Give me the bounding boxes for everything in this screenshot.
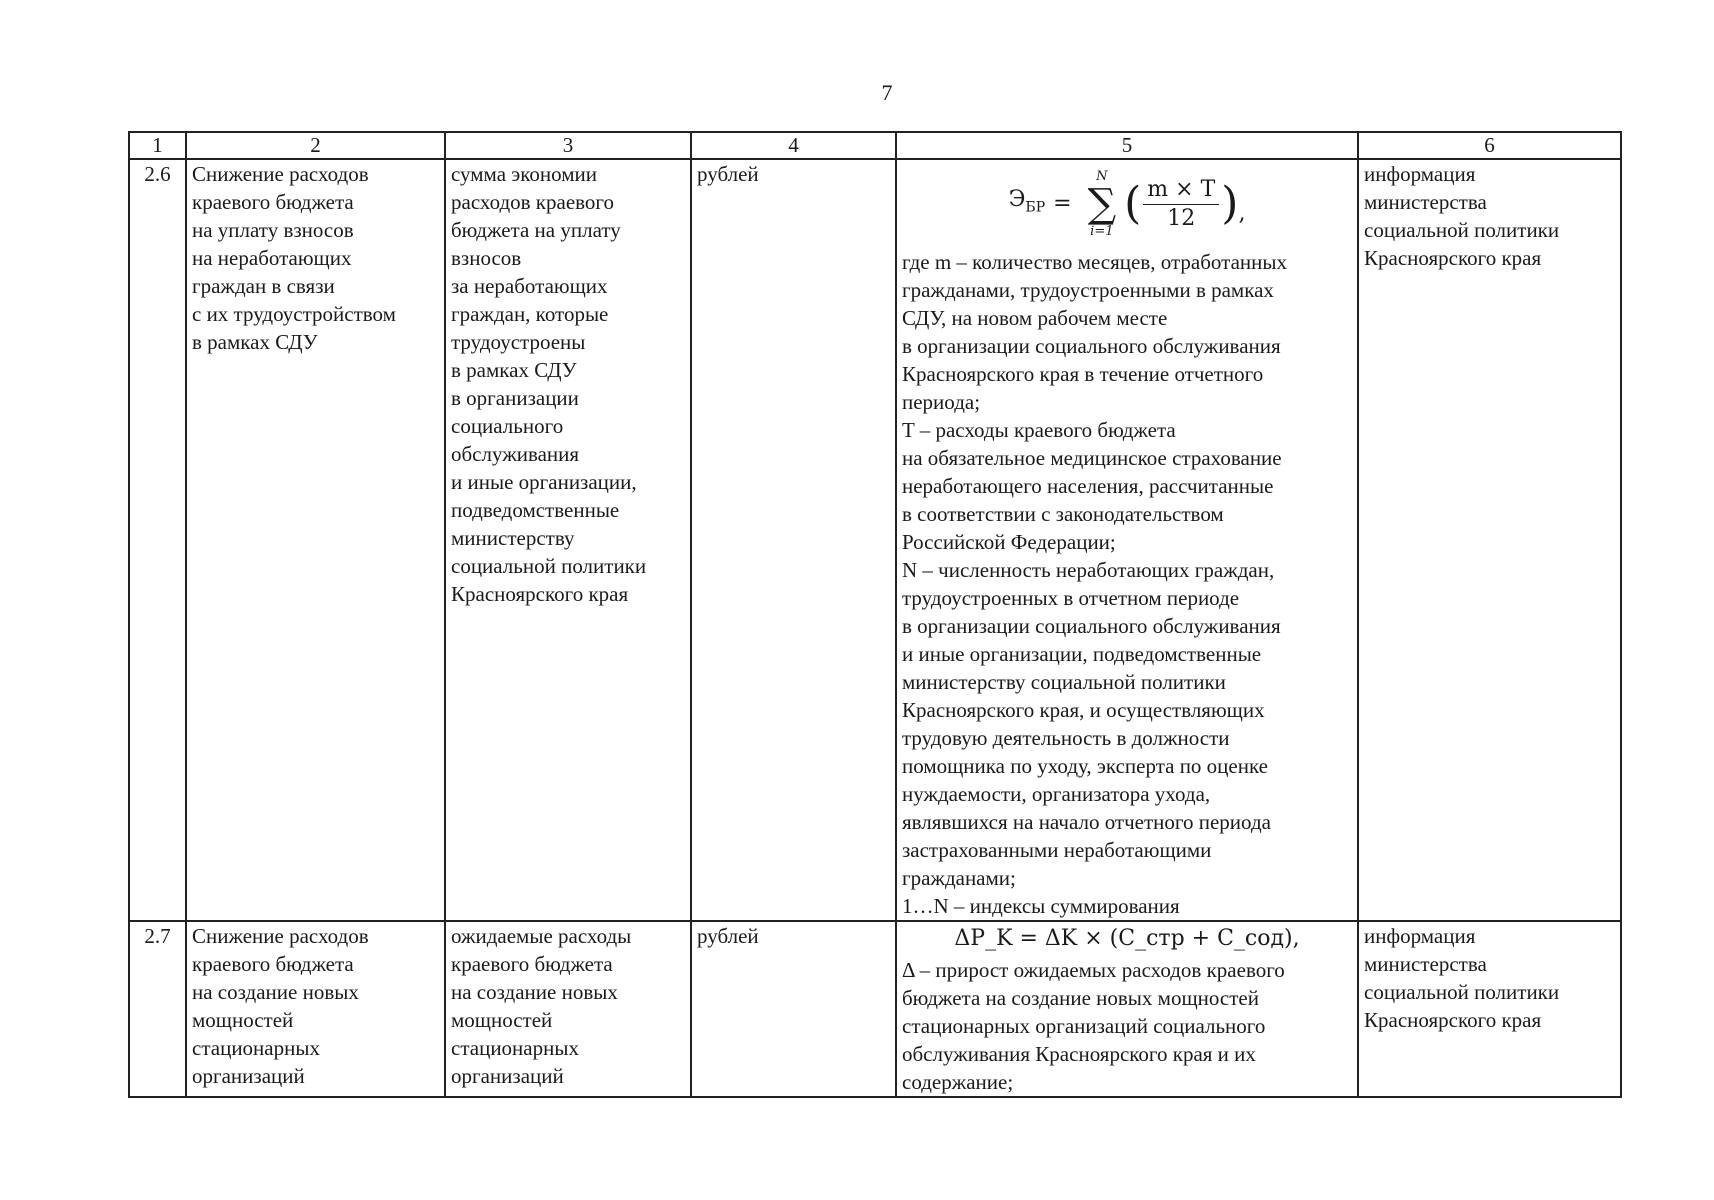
formula-equals: = [1053,191,1072,216]
row-number: 2.6 [129,159,186,921]
table-header-row [129,132,1621,159]
sum-symbol: N ∑ i=1 [1087,169,1117,239]
fraction [1143,176,1219,233]
indicators-table [128,131,1622,1098]
formula-lhs: $Э_{БР}$ [1008,187,1046,216]
column-header: 6 [1358,132,1621,159]
sum-lower-limit: i=1 [1090,224,1114,239]
column-header: 1 [129,132,186,159]
page-number: 7 [881,80,893,105]
table-row [129,921,1621,1097]
method-description: где m – количество месяцев, отработанных гражданами, трудоустроенными в рамках СДУ, на новом рабочем месте в организации социального обслуживания Красноярского края в течение отчетного периода; T – расходы краевого бюджета на обязательное медицинское страхование неработающего населения, рассчитанные в соответствии с законодательством Российской Федерации; N – численность неработающих граждан, трудоустроенных в отчетном периоде в организации социального обслуживания и иные организации, подведомственные министерству социальной политики Красноярского края, и осуществляющих трудовую деятельность в должности помощника по уходу, эксперта по оценке нуждаемости, организатора ухода, являвшихся на начало отчетного периода застрахованными неработающими гражданами; 1…N – индексы суммирования [902,250,1287,918]
unit-of-measure: рублей [691,159,896,921]
unit-of-measure: рублей [691,921,896,1097]
table-row [129,159,1621,921]
formula: ΔP_K = ΔK × (C_стр + C_сод), [954,926,1300,951]
column-header: 3 [445,132,691,159]
method-description: Δ – прирост ожидаемых расходов краевого бюджета на создание новых мощностей стационарных организаций социального обслуживания Красноярского края и их содержание; [902,958,1285,1094]
sum-upper-limit: N [1096,169,1108,184]
indicator-definition: сумма экономии расходов краевого бюджета на уплату взносов за неработающих граждан, которые трудоустроены в рамках СДУ в организации социального обслуживания и иные организации, подведомственные министерству социальной политики Красноярского края [445,159,691,921]
calculation-method [896,921,1358,1097]
indicator-name: Снижение расходов краевого бюджета на создание новых мощностей стационарных организаций [186,921,445,1097]
column-header: 4 [691,132,896,159]
fraction-denominator: 12 [1167,205,1196,231]
formula: $Э_{БР}$ = N ∑ i=1 ( $\frac{m \times T}{12}$ ) , [1008,169,1246,239]
data-source: информация министерства социальной политики Красноярского края [1358,159,1621,921]
indicator-definition: ожидаемые расходы краевого бюджета на создание новых мощностей стационарных организаций [445,921,691,1097]
data-source: информация министерства социальной политики Красноярского края [1358,921,1621,1097]
row-number: 2.7 [129,921,186,1097]
fraction-numerator: m × T [1143,176,1219,205]
indicator-name: Снижение расходов краевого бюджета на уплату взносов на неработающих граждан в связи с их трудоустройством в рамках СДУ [186,159,445,921]
column-header: 5 [896,132,1358,159]
column-header: 2 [186,132,445,159]
calculation-method [896,159,1358,921]
